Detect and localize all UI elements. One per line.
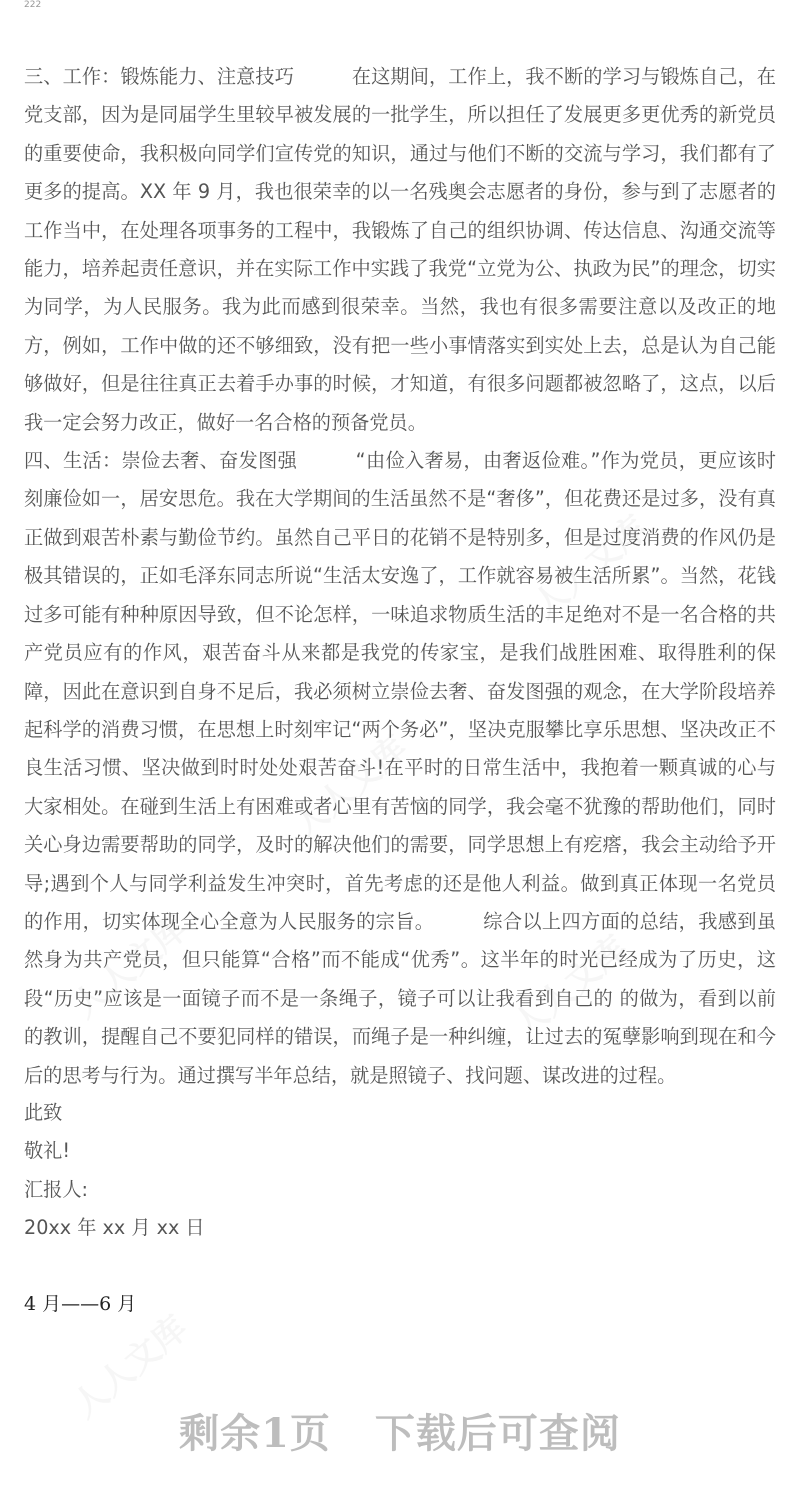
closing-block (24, 1094, 205, 1248)
paragraph-work: 三、工作：锻炼能力、注意技巧 在这期间，工作上，我不断的学习与锻炼自己，在党支部，因为是同届学生里较早被发展的一批学生，所以担任了发展更多更优秀的新党员的重要使命，我积极向同学们宣传党的知识，通过与他们不断的交流与学习，我们都有了更多的提高。XX 年 9 月，我也很荣幸的以一名残奥会志愿者的身份，参与到了志愿者的工作当中，在处理各项事务的工程中，我锻炼了自己的组织协调、传达信息、沟通交流等能力，培养起责任意识，并在实际工作中实践了我党“立党为公、执政为民”的理念，切实为同学，为人民服务。我为此而感到很荣幸。当然，我也有很多需要注意以及改正的地方，例如，工作中做的还不够细致，没有把一些小事情落实到实处上去，总是认为自己能够做好，但是往往真正去着手办事的时候，才知道，有很多问题都被忽略了，这点，以后我一定会努力改正，做好一名合格的预备党员。 (24, 65, 776, 434)
page-marker: 222 (24, 0, 42, 10)
document-body (24, 58, 776, 1095)
paragraph-life: 四、生活：崇俭去奢、奋发图强 “由俭入奢易，由奢返俭难。”作为党员，更应该时刻廉俭如一，居安思危。我在大学期间的生活虽然不是“奢侈”，但花费还是过多，没有真正做到艰苦朴素与勤俭节约。虽然自己平日的花销不是特别多，但是过度消费的作风仍是极其错误的，正如毛泽东同志所说“生活太安逸了，工作就容易被生活所累”。当然，花钱过多可能有种种原因导致，但不论怎样，一味追求物质生活的丰足绝对不是一名合格的共产党员应有的作风，艰苦奋斗从来都是我党的传家宝，是我们战胜困难、取得胜利的保障，因此在意识到自身不足后，我必须树立崇俭去奢、奋发图强的观念，在大学阶段培养起科学的消费习惯，在思想上时刻牢记“两个务必”，坚决克服攀比享乐思想、坚决改正不良生活习惯、坚决做到时时处处艰苦奋斗!在平时的日常生活中，我抱着一颗真诚的心与大家相处。在碰到生活上有困难或者心里有苦恼的同学，我会毫不犹豫的帮助他们，同时关心身边需要帮助的同学，及时的解决他们的需要，同学思想上有疙瘩，我会主动给予开导;遇到个人与同学利益发生冲突时，首先考虑的还是他人利益。做到真正体现一名党员的作用，切实体现全心全意为人民服务的宗旨。 综合以上四方面的总结，我感到虽然身为共产党员，但只能算“合格”而不能成“优秀”。这半年的时光已经成为了历史，这段“历史”应该是一面镜子而不是一条绳子，镜子可以让我看到自己的 的做为，看到以前的教训，提醒自己不要犯同样的错误，而绳子是一种纠缠，让过去的冤孽影响到现在和今后的思考与行为。通过撰写半年总结，就是照镜子、找问题、谋改进的过程。 (24, 449, 776, 1087)
report-date: 20xx 年 xx 月 xx 日 (24, 1216, 205, 1240)
date-range: 4 月——6 月 (24, 1293, 137, 1315)
download-to-view-label[interactable]: 下载后可查阅 (374, 1410, 621, 1457)
salutation: 此致 (24, 1101, 63, 1124)
respect: 敬礼! (24, 1139, 71, 1163)
remaining-pages-label: 剩余1页 (179, 1410, 331, 1457)
reporter-label: 汇报人: (24, 1177, 89, 1201)
download-banner[interactable] (0, 1404, 800, 1464)
